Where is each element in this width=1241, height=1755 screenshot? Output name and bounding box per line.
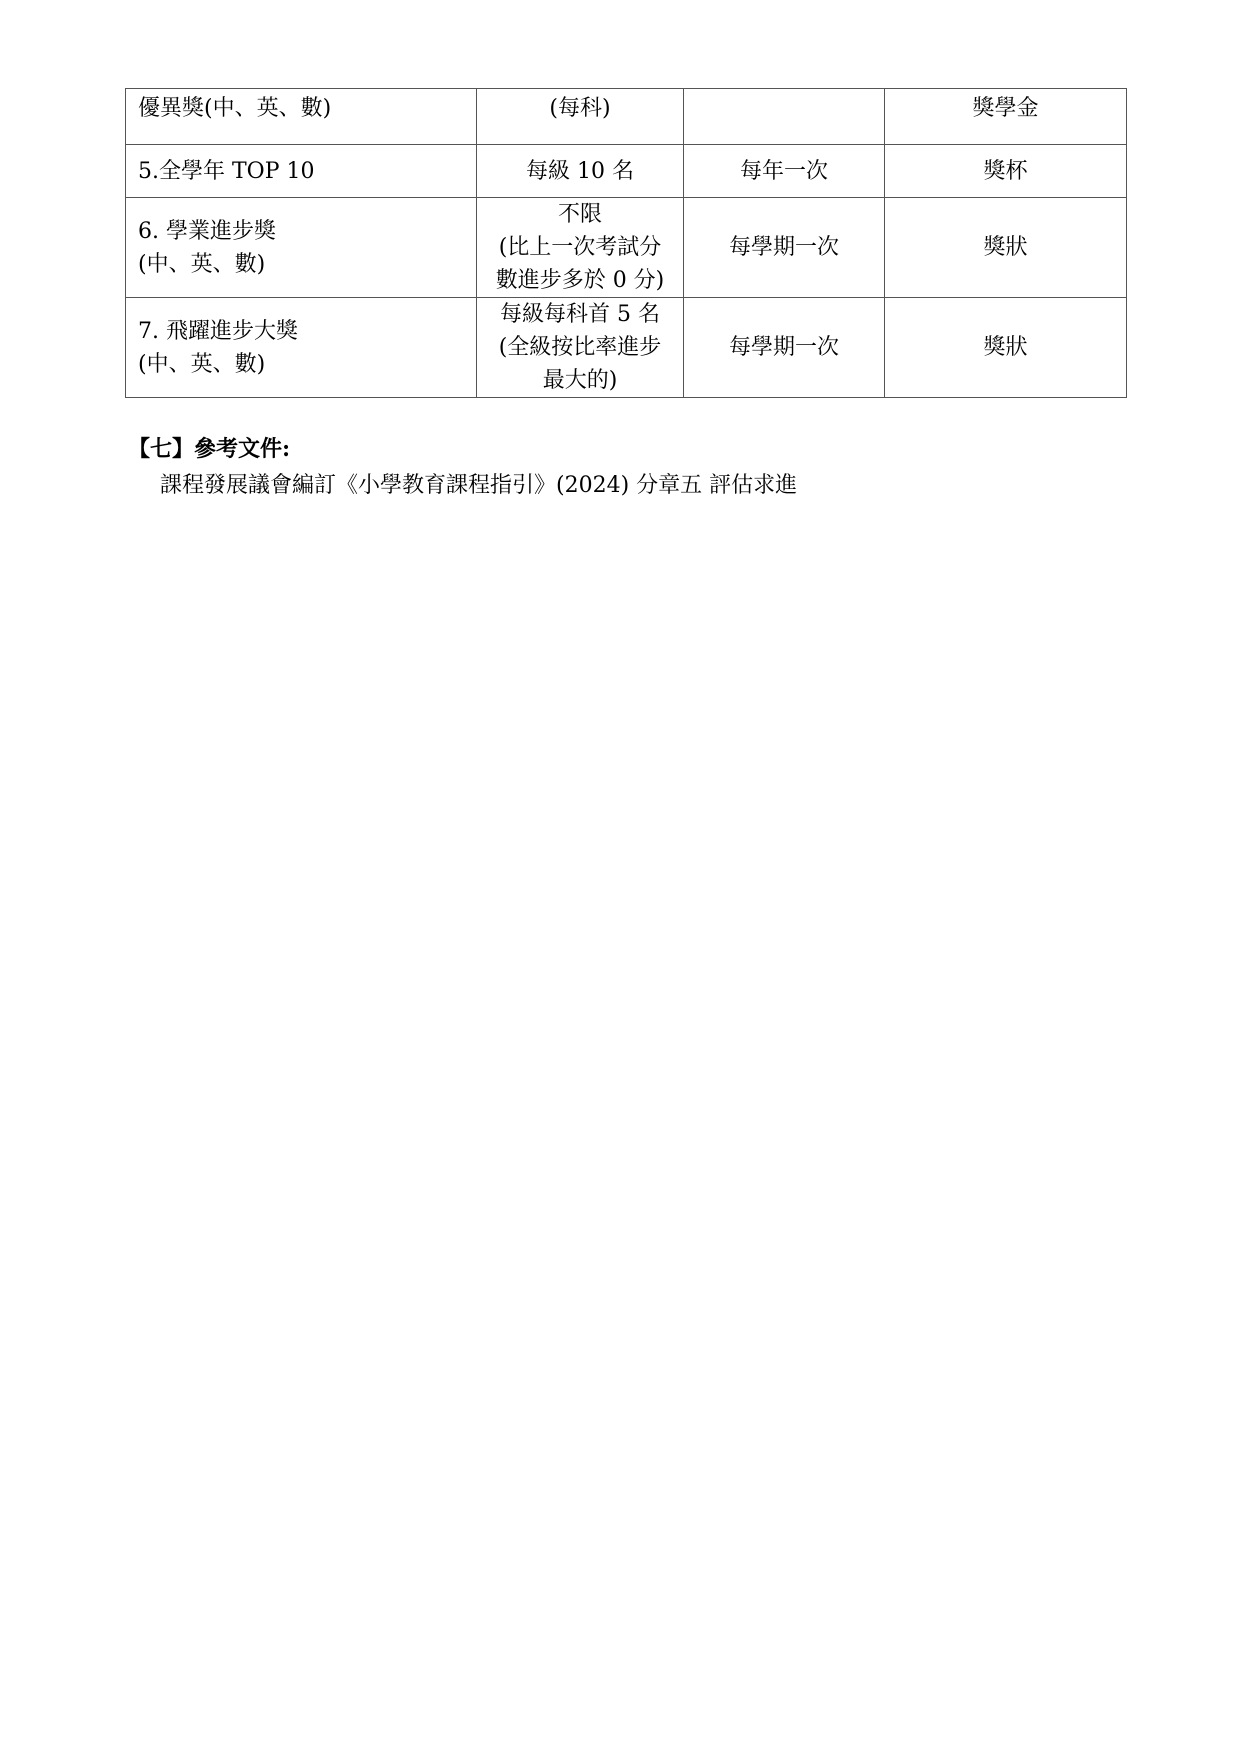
award-prize-cell: 獎狀 <box>885 198 1127 298</box>
table-row <box>126 145 1127 198</box>
award-prize-cell: 獎杯 <box>885 145 1127 198</box>
award-frequency-cell: 每學期一次 <box>684 298 885 398</box>
award-name-cell: 6. 學業進步獎 (中、英、數) <box>126 198 477 298</box>
award-quota-cell: 每級每科首 5 名 (全級按比率進步 最大的) <box>477 298 684 398</box>
award-prize-cell: 獎學金 <box>885 89 1127 145</box>
award-prize-cell: 獎狀 <box>885 298 1127 398</box>
table-row <box>126 198 1127 298</box>
award-quota-cell: 不限 (比上一次考試分 數進步多於 0 分) <box>477 198 684 298</box>
table-row <box>126 89 1127 145</box>
award-frequency-cell <box>684 89 885 145</box>
awards-table <box>125 88 1127 398</box>
section-heading: 【七】參考文件: <box>128 436 291 462</box>
award-name-cell: 優異獎(中、英、數) <box>126 89 477 145</box>
award-quota-cell: (每科) <box>477 89 684 145</box>
award-name-cell: 7. 飛躍進步大獎 (中、英、數) <box>126 298 477 398</box>
reference-text: 課程發展議會編訂《小學教育課程指引》(2024) 分章五 評估求進 <box>160 473 798 498</box>
award-frequency-cell: 每學期一次 <box>684 198 885 298</box>
award-frequency-cell: 每年一次 <box>684 145 885 198</box>
award-name-cell: 5.全學年 TOP 10 <box>126 145 477 198</box>
table-row <box>126 298 1127 398</box>
award-quota-cell: 每級 10 名 <box>477 145 684 198</box>
